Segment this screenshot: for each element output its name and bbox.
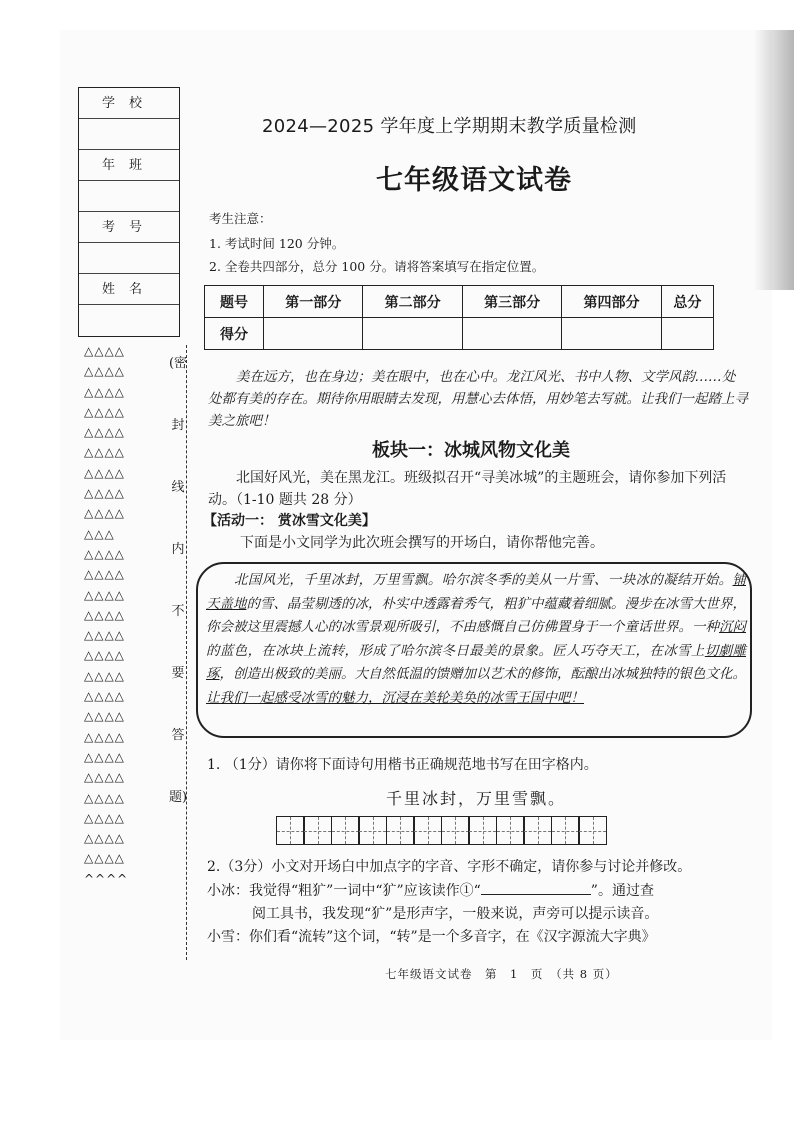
- seal-text: [168, 352, 188, 848]
- question-2: 2.（3分）小文对开场白中加点字的字音、字形不确定，请你参与讨论并修改。: [207, 859, 692, 875]
- tianzige-grid[interactable]: [277, 816, 607, 845]
- score-col-header: 总分: [661, 286, 713, 318]
- passage-segment: ，创造出极致的美丽。大自然低温的馈赠加以艺术的修饰，酝酿出冰城独特的银色文化。: [219, 666, 746, 682]
- question-1: 1. （1分）请你将下面诗句用楷书正确规范地书写在田字格内。: [207, 757, 598, 773]
- page-footer: 七年级语文试卷 第 1 页 （共 8 页）: [385, 967, 618, 981]
- answer-blank[interactable]: [481, 894, 591, 895]
- score-cell[interactable]: [363, 318, 462, 350]
- notice-item: 1. 考试时间 120 分钟。: [209, 236, 345, 251]
- exam-subtitle: 2024—2025 学年度上学期期末教学质量检测: [262, 116, 637, 137]
- grid-cell[interactable]: [386, 816, 415, 845]
- grid-cell[interactable]: [358, 816, 387, 845]
- intro-paragraph: 美在远方，也在身边；美在眼中，也在心中。龙江风光、书中人物、文学风韵……处处都有美的存在。期待你用眼睛去发现，用慧心去体悟，用妙笔去写就。让我们一起踏上寻美之旅吧！: [208, 369, 748, 429]
- score-cell[interactable]: [562, 318, 661, 350]
- exam-no-label: 考号: [79, 212, 179, 243]
- student-info-box: [78, 87, 180, 337]
- seal-char: 不: [171, 604, 185, 619]
- exam-no-field[interactable]: [79, 243, 179, 274]
- grid-cell[interactable]: [276, 816, 305, 845]
- name-field[interactable]: [79, 305, 179, 336]
- seal-char: (密: [168, 356, 188, 371]
- dialogue-text: 小冰：我觉得“粗犷”一词中“犷”应该读作①“: [207, 883, 481, 899]
- class-field[interactable]: [79, 181, 179, 212]
- grid-cell[interactable]: [441, 816, 470, 845]
- name-label: 姓名: [79, 274, 179, 305]
- seal-char: 封: [171, 418, 185, 433]
- score-cell[interactable]: [462, 318, 561, 350]
- score-row-label: 题号: [205, 286, 264, 318]
- class-label: 年班: [79, 150, 179, 181]
- section-heading: 板块一：冰城风物文化美: [372, 440, 570, 461]
- grid-cell[interactable]: [468, 816, 497, 845]
- school-field[interactable]: [79, 119, 179, 150]
- seal-char: 要: [171, 666, 185, 681]
- dialogue-xiaobing-cont: 阅工具书，我发现“犷”是形声字，一般来说，声旁可以提示读音。: [252, 906, 659, 922]
- passage-underlined: 铺天盖地: [206, 572, 746, 612]
- score-row-label: 得分: [205, 318, 264, 350]
- grid-cell[interactable]: [303, 816, 332, 845]
- seal-char: 线: [171, 480, 185, 495]
- score-col-header: 第二部分: [363, 286, 462, 318]
- notice-heading: 考生注意：: [209, 211, 272, 226]
- grid-cell[interactable]: [413, 816, 442, 845]
- poem-line: 千里冰封，万里雪飘。: [386, 789, 567, 808]
- passage-underlined: 沉闷: [719, 619, 746, 635]
- score-col-header: 第四部分: [562, 286, 661, 318]
- passage-segment: 的蓝色，在冰块上流转，形成了哈尔滨冬日最美的景象。匠人巧夺天工，在冰雪上: [206, 642, 705, 659]
- grid-cell[interactable]: [551, 816, 580, 845]
- passage-underlined: 切劇雕琢: [206, 642, 747, 682]
- grid-cell[interactable]: [496, 816, 525, 845]
- triangle-border: △△△△ △△△△ △△△△ △△△△ △△△△ △△△△ △△△△ △△△△ △△△△ △△△ △△△△ △△△△ △△△△ △△△△ △△△△ △△△△ △△△△ △△△△ △△△△ △△△△ △△△△ △△△△ △△△△ △△△△ △△△△ △△△△ ^^^^: [84, 344, 129, 886]
- score-col-header: 第三部分: [462, 286, 561, 318]
- seal-char: 答: [171, 728, 185, 743]
- dialogue-xiaobing: [207, 880, 767, 902]
- school-label: 学校: [79, 88, 179, 119]
- scan-shadow: [754, 30, 794, 290]
- score-col-header: 第一部分: [264, 286, 363, 318]
- exam-title: 七年级语文试卷: [376, 165, 572, 196]
- passage-segment: 的雪、晶莹剔透的冰，朴实中透露着秀气，粗犷中蕴藏着细腻。漫步在冰雪大世界，你会被这里震撼人心的冰雪景观所吸引，不由感慨自己仿佛置身于一个童话世界。一种: [206, 595, 746, 635]
- score-cell[interactable]: [661, 318, 713, 350]
- grid-cell[interactable]: [331, 816, 360, 845]
- grid-cell[interactable]: [578, 816, 607, 845]
- seal-char: 题): [168, 790, 188, 805]
- grid-cell[interactable]: [523, 816, 552, 845]
- score-cell[interactable]: [264, 318, 363, 350]
- passage-underlined: 让我们一起感受冰雪的魅力，沉浸在美轮美奂的冰雪王国中吧！: [206, 689, 584, 706]
- dialogue-xiaoxue: 小雪：你们看“流转”这个词，“转”是一个多音字，在《汉字源流大字典》: [207, 929, 656, 945]
- passage-segment: 北国风光，千里冰封，万里雪飘。哈尔滨冬季的美从一片雪、一块冰的凝结开始。: [234, 572, 733, 588]
- passage-text: [206, 569, 746, 710]
- notice-item: 2. 全卷共四部分，总分 100 分。请将答案填写在指定位置。: [209, 259, 545, 274]
- dialogue-text: ”。通过查: [590, 883, 654, 899]
- score-table: [204, 285, 714, 350]
- activity-heading: 【活动一： 赏冰雪文化美】: [203, 513, 376, 529]
- section-intro: 北国好风光，美在黑龙江。班级拟召开“寻美冰城”的主题班会，请你参加下列活动。（1-10 题共 28 分）: [208, 470, 727, 508]
- seal-char: 内: [171, 542, 185, 557]
- activity-intro: 下面是小文同学为此次班会撰写的开场白，请你帮他完善。: [240, 535, 604, 551]
